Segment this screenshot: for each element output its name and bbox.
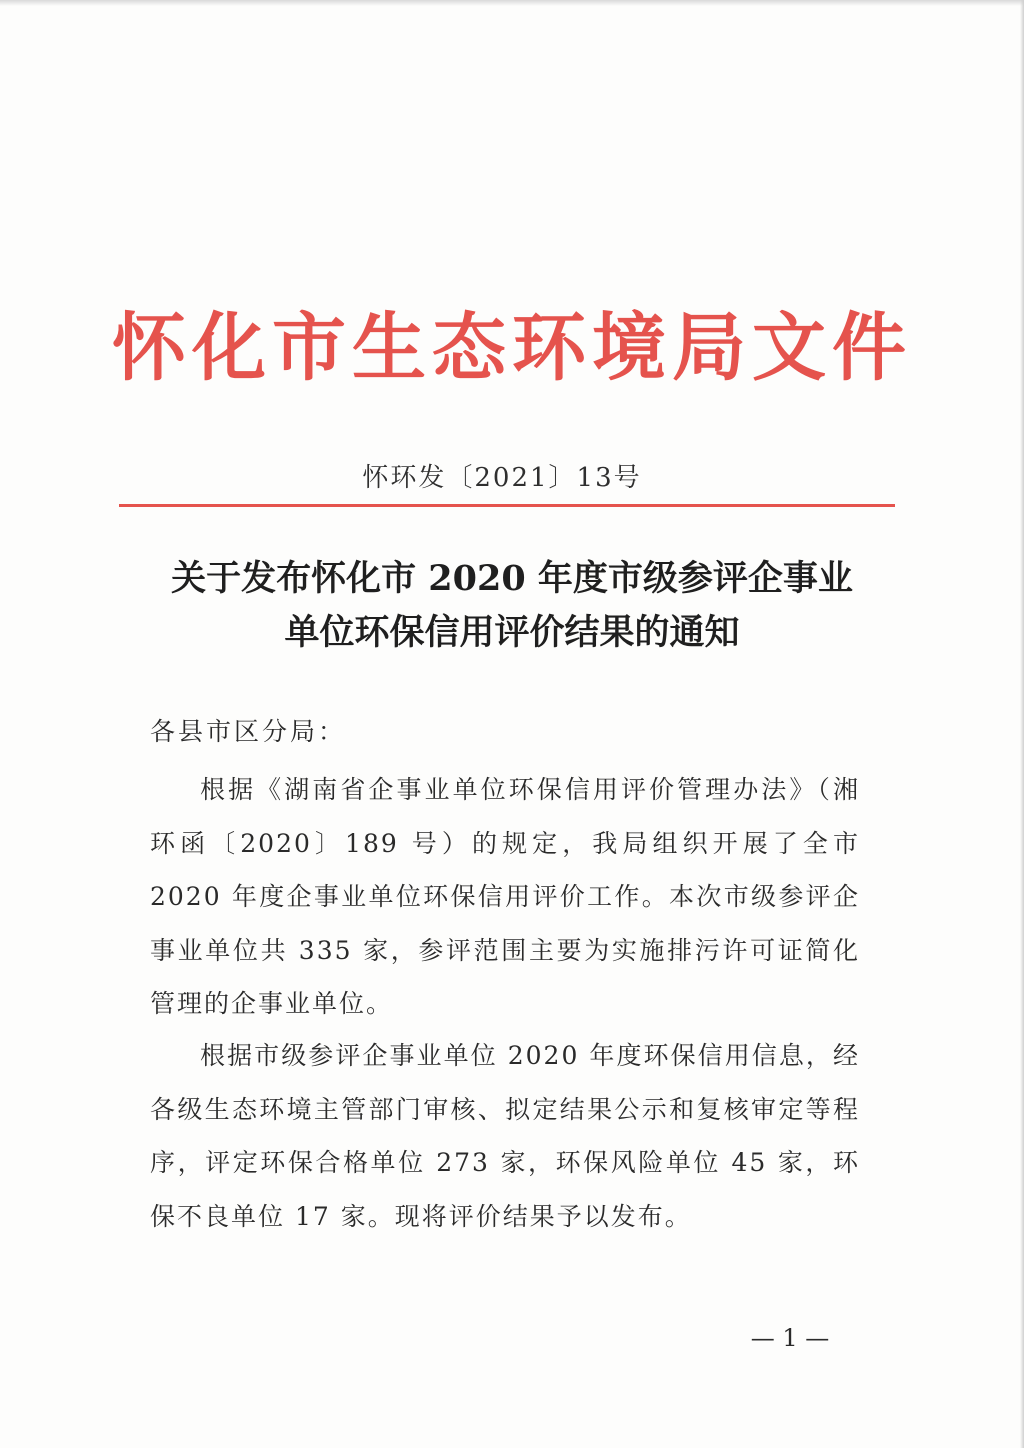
document-number: 怀环发〔2021〕13号 [362,463,642,493]
title-line-2: 单位环保信用评价结果的通知 [284,612,740,653]
addressee: 各县市区分局： [150,717,347,746]
issuer-masthead: 怀化市生态环境局文件 [112,305,912,391]
body-paragraph-1 [150,763,860,1031]
document-title [140,552,884,660]
red-separator-line [119,504,895,507]
paragraph-text: 根据市级参评企事业单位 2020 年度环保信用信息，经各级生态环境主管部门审核、拟定结果公示和复核审定等程序，评定环保合格单位 273 家，环保风险单位 45 家，环保不良单位 17 家。现将评价结果予以发布。 [150,1041,860,1231]
scan-shadow-top [0,0,1024,6]
scan-shadow-right [1020,0,1024,1448]
title-line-1: 关于发布怀化市 2020 年度市级参评企事业 [171,558,853,599]
body-paragraph-2 [150,1029,860,1243]
paragraph-text: 根据《湖南省企事业单位环保信用评价管理办法》（湘环函〔2020〕189 号）的规定，我局组织开展了全市 2020 年度企事业单位环保信用评价工作。本次市级参评企事业单位共 335 家，参评范围主要为实施排污许可证简化管理的企事业单位。 [150,775,860,1018]
page-number: — 1 — [750,1324,830,1352]
